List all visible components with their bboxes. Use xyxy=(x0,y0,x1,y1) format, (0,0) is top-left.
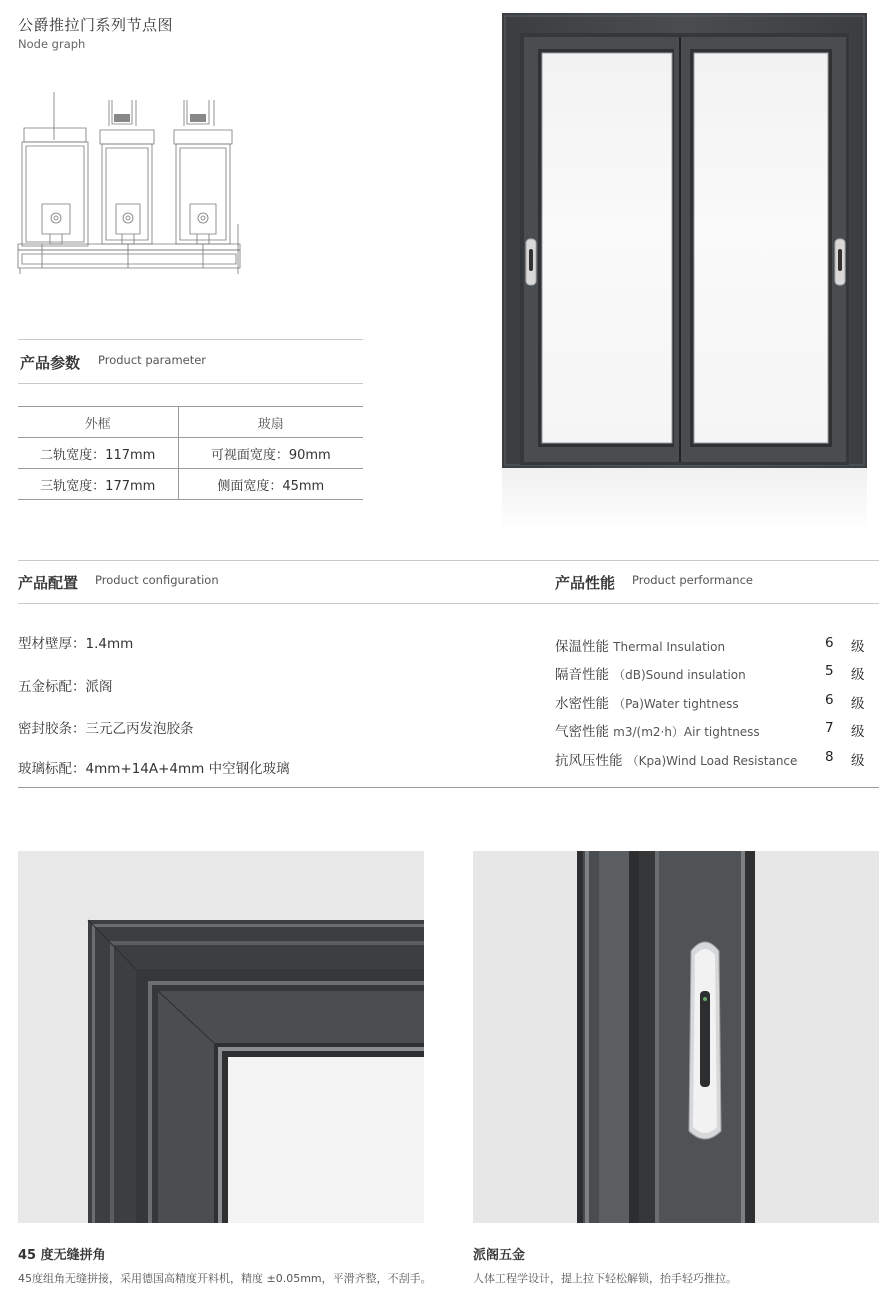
performance-row xyxy=(555,749,880,769)
table-header-row xyxy=(18,407,363,438)
feature-title: 派阁五金 xyxy=(473,1248,526,1263)
table-cell: 可视面宽度：90mm xyxy=(178,438,363,469)
divider xyxy=(18,787,879,788)
feature-title: 45 度无缝拼角 xyxy=(18,1248,106,1263)
performance-label-cn: 保温性能 xyxy=(555,639,609,655)
divider xyxy=(18,560,879,561)
handle-icon xyxy=(689,942,721,1139)
performance-row xyxy=(555,720,880,740)
divider xyxy=(18,603,879,604)
performance-row xyxy=(555,692,880,712)
performance-label-en: （Kpa)Wind Load Resistance xyxy=(626,754,798,768)
table-header-cell: 玻扇 xyxy=(178,407,363,438)
page-subtitle: Node graph xyxy=(18,37,86,51)
performance-unit: 级 xyxy=(851,696,865,712)
page-title: 公爵推拉门系列节点图 xyxy=(18,16,174,34)
performance-value: 5 xyxy=(825,663,834,679)
configuration-title: 产品配置 xyxy=(18,574,79,592)
performance-unit: 级 xyxy=(851,724,865,740)
door-reflection xyxy=(502,468,867,533)
performance-row xyxy=(555,663,880,683)
performance-label-en: （dB)Sound insulation xyxy=(613,668,746,682)
performance-label-en: （Pa)Water tightness xyxy=(613,697,739,711)
performance-row xyxy=(555,635,880,655)
performance-value: 7 xyxy=(825,720,834,736)
left-handle-icon xyxy=(526,239,536,285)
table-cell: 三轨宽度：177mm xyxy=(18,469,178,500)
divider xyxy=(18,383,363,384)
parameter-subtitle: Product parameter xyxy=(98,353,207,367)
performance-unit: 级 xyxy=(851,753,865,769)
config-item: 五金标配：派阁 xyxy=(18,679,113,695)
config-item: 型材壁厚：1.4mm xyxy=(18,636,134,652)
performance-value: 6 xyxy=(825,635,834,651)
right-handle-icon xyxy=(835,239,845,285)
table-row xyxy=(18,469,363,500)
performance-value: 6 xyxy=(825,692,834,708)
performance-label-cn: 隔音性能 xyxy=(555,667,609,683)
performance-label-cn: 水密性能 xyxy=(555,696,609,712)
performance-label-en: Thermal Insulation xyxy=(613,640,726,654)
performance-title: 产品性能 xyxy=(555,574,616,592)
performance-subtitle: Product performance xyxy=(632,573,753,587)
feature-description: 人体工程学设计，提上拉下轻松解锁，抬手轻巧推拉。 xyxy=(473,1272,737,1285)
divider xyxy=(18,339,363,340)
table-cell: 二轨宽度：117mm xyxy=(18,438,178,469)
config-item: 玻璃标配：4mm+14A+4mm 中空钢化玻璃 xyxy=(18,761,290,777)
table-header-cell: 外框 xyxy=(18,407,178,438)
performance-label-cn: 气密性能 xyxy=(555,724,609,740)
node-graph-drawing xyxy=(14,92,244,274)
performance-unit: 级 xyxy=(851,639,865,655)
hardware-detail-photo xyxy=(473,851,879,1223)
corner-detail-photo xyxy=(18,851,424,1223)
table-cell: 侧面宽度：45mm xyxy=(178,469,363,500)
performance-label-en: m3/(m2·h）Air tightness xyxy=(613,725,760,739)
performance-unit: 级 xyxy=(851,667,865,683)
performance-value: 8 xyxy=(825,749,834,765)
parameter-table xyxy=(18,406,363,500)
sliding-door-image xyxy=(502,13,867,468)
feature-description: 45度组角无缝拼接，采用德国高精度开料机，精度 ±0.05mm，平滑齐整，不刮手。 xyxy=(18,1272,432,1285)
performance-label-cn: 抗风压性能 xyxy=(555,753,623,769)
table-row xyxy=(18,438,363,469)
parameter-title: 产品参数 xyxy=(20,354,81,372)
configuration-subtitle: Product configuration xyxy=(95,573,219,587)
config-item: 密封胶条：三元乙丙发泡胶条 xyxy=(18,721,194,737)
